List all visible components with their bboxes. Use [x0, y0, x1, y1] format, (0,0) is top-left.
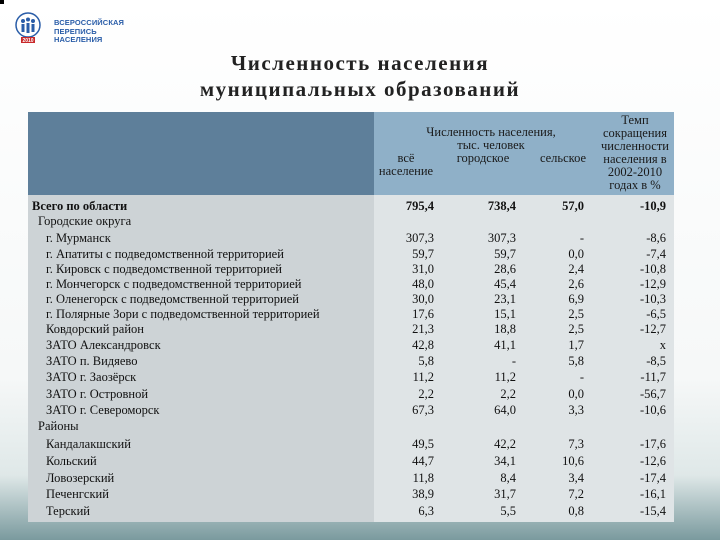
table-row — [28, 486, 674, 502]
cell-total: 6,3 — [418, 504, 434, 518]
row-label: Ковдорский район — [46, 322, 144, 336]
cell-rate: -10,3 — [639, 292, 666, 306]
census-logo-icon — [14, 12, 42, 44]
cell-rate: -8,5 — [646, 354, 666, 368]
cell-rate: x — [659, 338, 666, 352]
header-group — [376, 126, 606, 152]
cell-urban: 34,1 — [494, 454, 516, 468]
header-rate-line: населения в — [603, 152, 667, 166]
table-row — [28, 369, 674, 385]
cell-urban: 11,2 — [494, 370, 516, 384]
title-line1: Численность населения — [230, 51, 490, 75]
row-label: г. Полярные Зори с подведомственной территорией — [46, 307, 320, 321]
row-label: Терский — [46, 504, 90, 518]
row-label: ЗАТО г. Островной — [46, 387, 149, 401]
row-label: г. Апатиты с подведомственной территорией — [46, 247, 284, 261]
table-row — [28, 261, 674, 277]
cell-rural: 57,0 — [562, 199, 584, 213]
cell-rate: -16,1 — [639, 487, 666, 501]
table-row — [28, 246, 674, 262]
header-rate-line: сокращения — [603, 126, 667, 140]
header-total — [374, 152, 438, 178]
row-label: г. Оленегорск с подведомственной территорией — [46, 292, 299, 306]
table-row — [28, 353, 674, 369]
table-row — [28, 230, 674, 246]
header-rate-line: Темп — [621, 113, 649, 127]
table-row — [28, 291, 674, 307]
cell-total: 5,8 — [418, 354, 434, 368]
cell-rate: -10,9 — [639, 199, 666, 213]
corner-marker — [0, 0, 4, 4]
cell-rate: -12,9 — [639, 277, 666, 291]
cell-rate: -8,6 — [646, 231, 666, 245]
population-table — [28, 112, 674, 522]
cell-urban: 31,7 — [494, 487, 516, 501]
table-row-section — [28, 418, 674, 434]
cell-urban: 64,0 — [494, 403, 516, 417]
row-label: Городские округа — [38, 214, 132, 228]
header-rate-line: численности — [601, 139, 669, 153]
logo-line2: ПЕРЕПИСЬ НАСЕЛЕНИЯ — [54, 26, 103, 44]
cell-rural: 0,0 — [568, 247, 584, 261]
cell-urban: 59,7 — [494, 247, 516, 261]
cell-rural: 3,3 — [568, 403, 584, 417]
cell-rural: 2,5 — [568, 307, 584, 321]
cell-total: 49,5 — [412, 437, 434, 451]
table-row — [28, 470, 674, 486]
table-row — [28, 436, 674, 452]
header-urban: городское — [456, 151, 510, 165]
cell-rural: 2,5 — [568, 322, 584, 336]
cell-rate: -12,6 — [639, 454, 666, 468]
cell-rate: -56,7 — [639, 387, 666, 401]
header-rate-line: 2002-2010 — [607, 165, 663, 179]
cell-rural: 0,0 — [568, 387, 584, 401]
cell-rate: -10,8 — [639, 262, 666, 276]
cell-rural: 7,2 — [568, 487, 584, 501]
table-row — [28, 306, 674, 322]
cell-rural: 7,3 — [568, 437, 584, 451]
row-label: ЗАТО Александровск — [46, 338, 161, 352]
table-row — [28, 321, 674, 337]
cell-rural: 10,6 — [562, 454, 584, 468]
cell-urban: 23,1 — [494, 292, 516, 306]
row-label: ЗАТО п. Видяево — [46, 354, 138, 368]
cell-total: 2,2 — [418, 387, 434, 401]
table-row-section — [28, 213, 674, 229]
header-rural: сельское — [539, 151, 587, 165]
cell-total: 307,3 — [405, 231, 434, 245]
header-group-line1: Численность населения, — [426, 125, 556, 139]
cell-urban: 307,3 — [487, 231, 516, 245]
cell-total: 44,7 — [412, 454, 434, 468]
cell-rural: 6,9 — [568, 292, 584, 306]
row-label: Кандалакшский — [46, 437, 131, 451]
cell-rural: 0,8 — [568, 504, 584, 518]
cell-total: 31,0 — [412, 262, 434, 276]
row-label: г. Мурманск — [46, 231, 111, 245]
header-rate — [596, 114, 674, 192]
row-label: Районы — [38, 419, 79, 433]
title-line2: муниципальных образований — [199, 77, 521, 101]
cell-urban: 28,6 — [494, 262, 516, 276]
cell-total: 59,7 — [412, 247, 434, 261]
cell-total: 17,6 — [412, 307, 434, 321]
cell-rural: 2,4 — [568, 262, 584, 276]
cell-total: 67,3 — [412, 403, 434, 417]
table-row — [28, 337, 674, 353]
cell-urban: 738,4 — [487, 199, 516, 213]
header-left-band — [28, 112, 374, 195]
cell-total: 48,0 — [412, 277, 434, 291]
table-row — [28, 503, 674, 519]
cell-urban: 41,1 — [494, 338, 516, 352]
row-label: ЗАТО г. Заозёрск — [46, 370, 137, 384]
header-total-line2: население — [378, 164, 434, 178]
cell-total: 11,2 — [412, 370, 434, 384]
cell-total: 21,3 — [412, 322, 434, 336]
cell-rate: -10,6 — [639, 403, 666, 417]
cell-rate: -11,7 — [640, 370, 666, 384]
header-group-line2: тыс. человек — [457, 138, 525, 152]
header-total-line1: всё — [397, 151, 415, 165]
cell-total: 795,4 — [405, 199, 434, 213]
row-label: Всего по области — [32, 199, 128, 213]
logo-line1: ВСЕРОССИЙСКАЯ — [54, 18, 125, 27]
cell-rate: -17,4 — [639, 471, 666, 485]
table-row — [28, 402, 674, 418]
cell-urban: 15,1 — [494, 307, 516, 321]
table-row-total — [28, 198, 674, 214]
header-rate-line: годах в % — [609, 178, 661, 192]
cell-total: 38,9 — [412, 487, 434, 501]
cell-rate: -15,4 — [639, 504, 666, 518]
cell-total: 30,0 — [412, 292, 434, 306]
row-label: Ловозерский — [46, 471, 115, 485]
cell-urban: 45,4 — [494, 277, 516, 291]
cell-rural: 5,8 — [568, 354, 584, 368]
cell-urban: - — [511, 354, 516, 368]
cell-rural: 1,7 — [568, 338, 584, 352]
cell-urban: 5,5 — [500, 504, 516, 518]
table-row — [28, 386, 674, 402]
cell-urban: 18,8 — [494, 322, 516, 336]
cell-urban: 8,4 — [500, 471, 516, 485]
census-logo — [14, 12, 126, 46]
row-label: г. Мончегорск с подведомственной территорией — [46, 277, 302, 291]
cell-rate: -6,5 — [646, 307, 666, 321]
cell-urban: 42,2 — [494, 437, 516, 451]
page-title — [0, 50, 720, 102]
row-label: ЗАТО г. Североморск — [46, 403, 160, 417]
table-row — [28, 276, 674, 292]
cell-rural: 3,4 — [568, 471, 584, 485]
cell-total: 42,8 — [412, 338, 434, 352]
row-label: Печенгский — [46, 487, 109, 501]
cell-urban: 2,2 — [500, 387, 516, 401]
cell-rural: - — [579, 231, 584, 245]
logo-year: 2010 — [22, 38, 34, 44]
cell-rural: - — [579, 370, 584, 384]
cell-rate: -17,6 — [639, 437, 666, 451]
cell-rural: 2,6 — [568, 277, 584, 291]
row-label: Кольский — [46, 454, 97, 468]
table-row — [28, 453, 674, 469]
cell-rate: -12,7 — [639, 322, 666, 336]
cell-total: 11,8 — [412, 471, 434, 485]
row-label: г. Кировск с подведомственной территорией — [46, 262, 282, 276]
cell-rate: -7,4 — [646, 247, 666, 261]
